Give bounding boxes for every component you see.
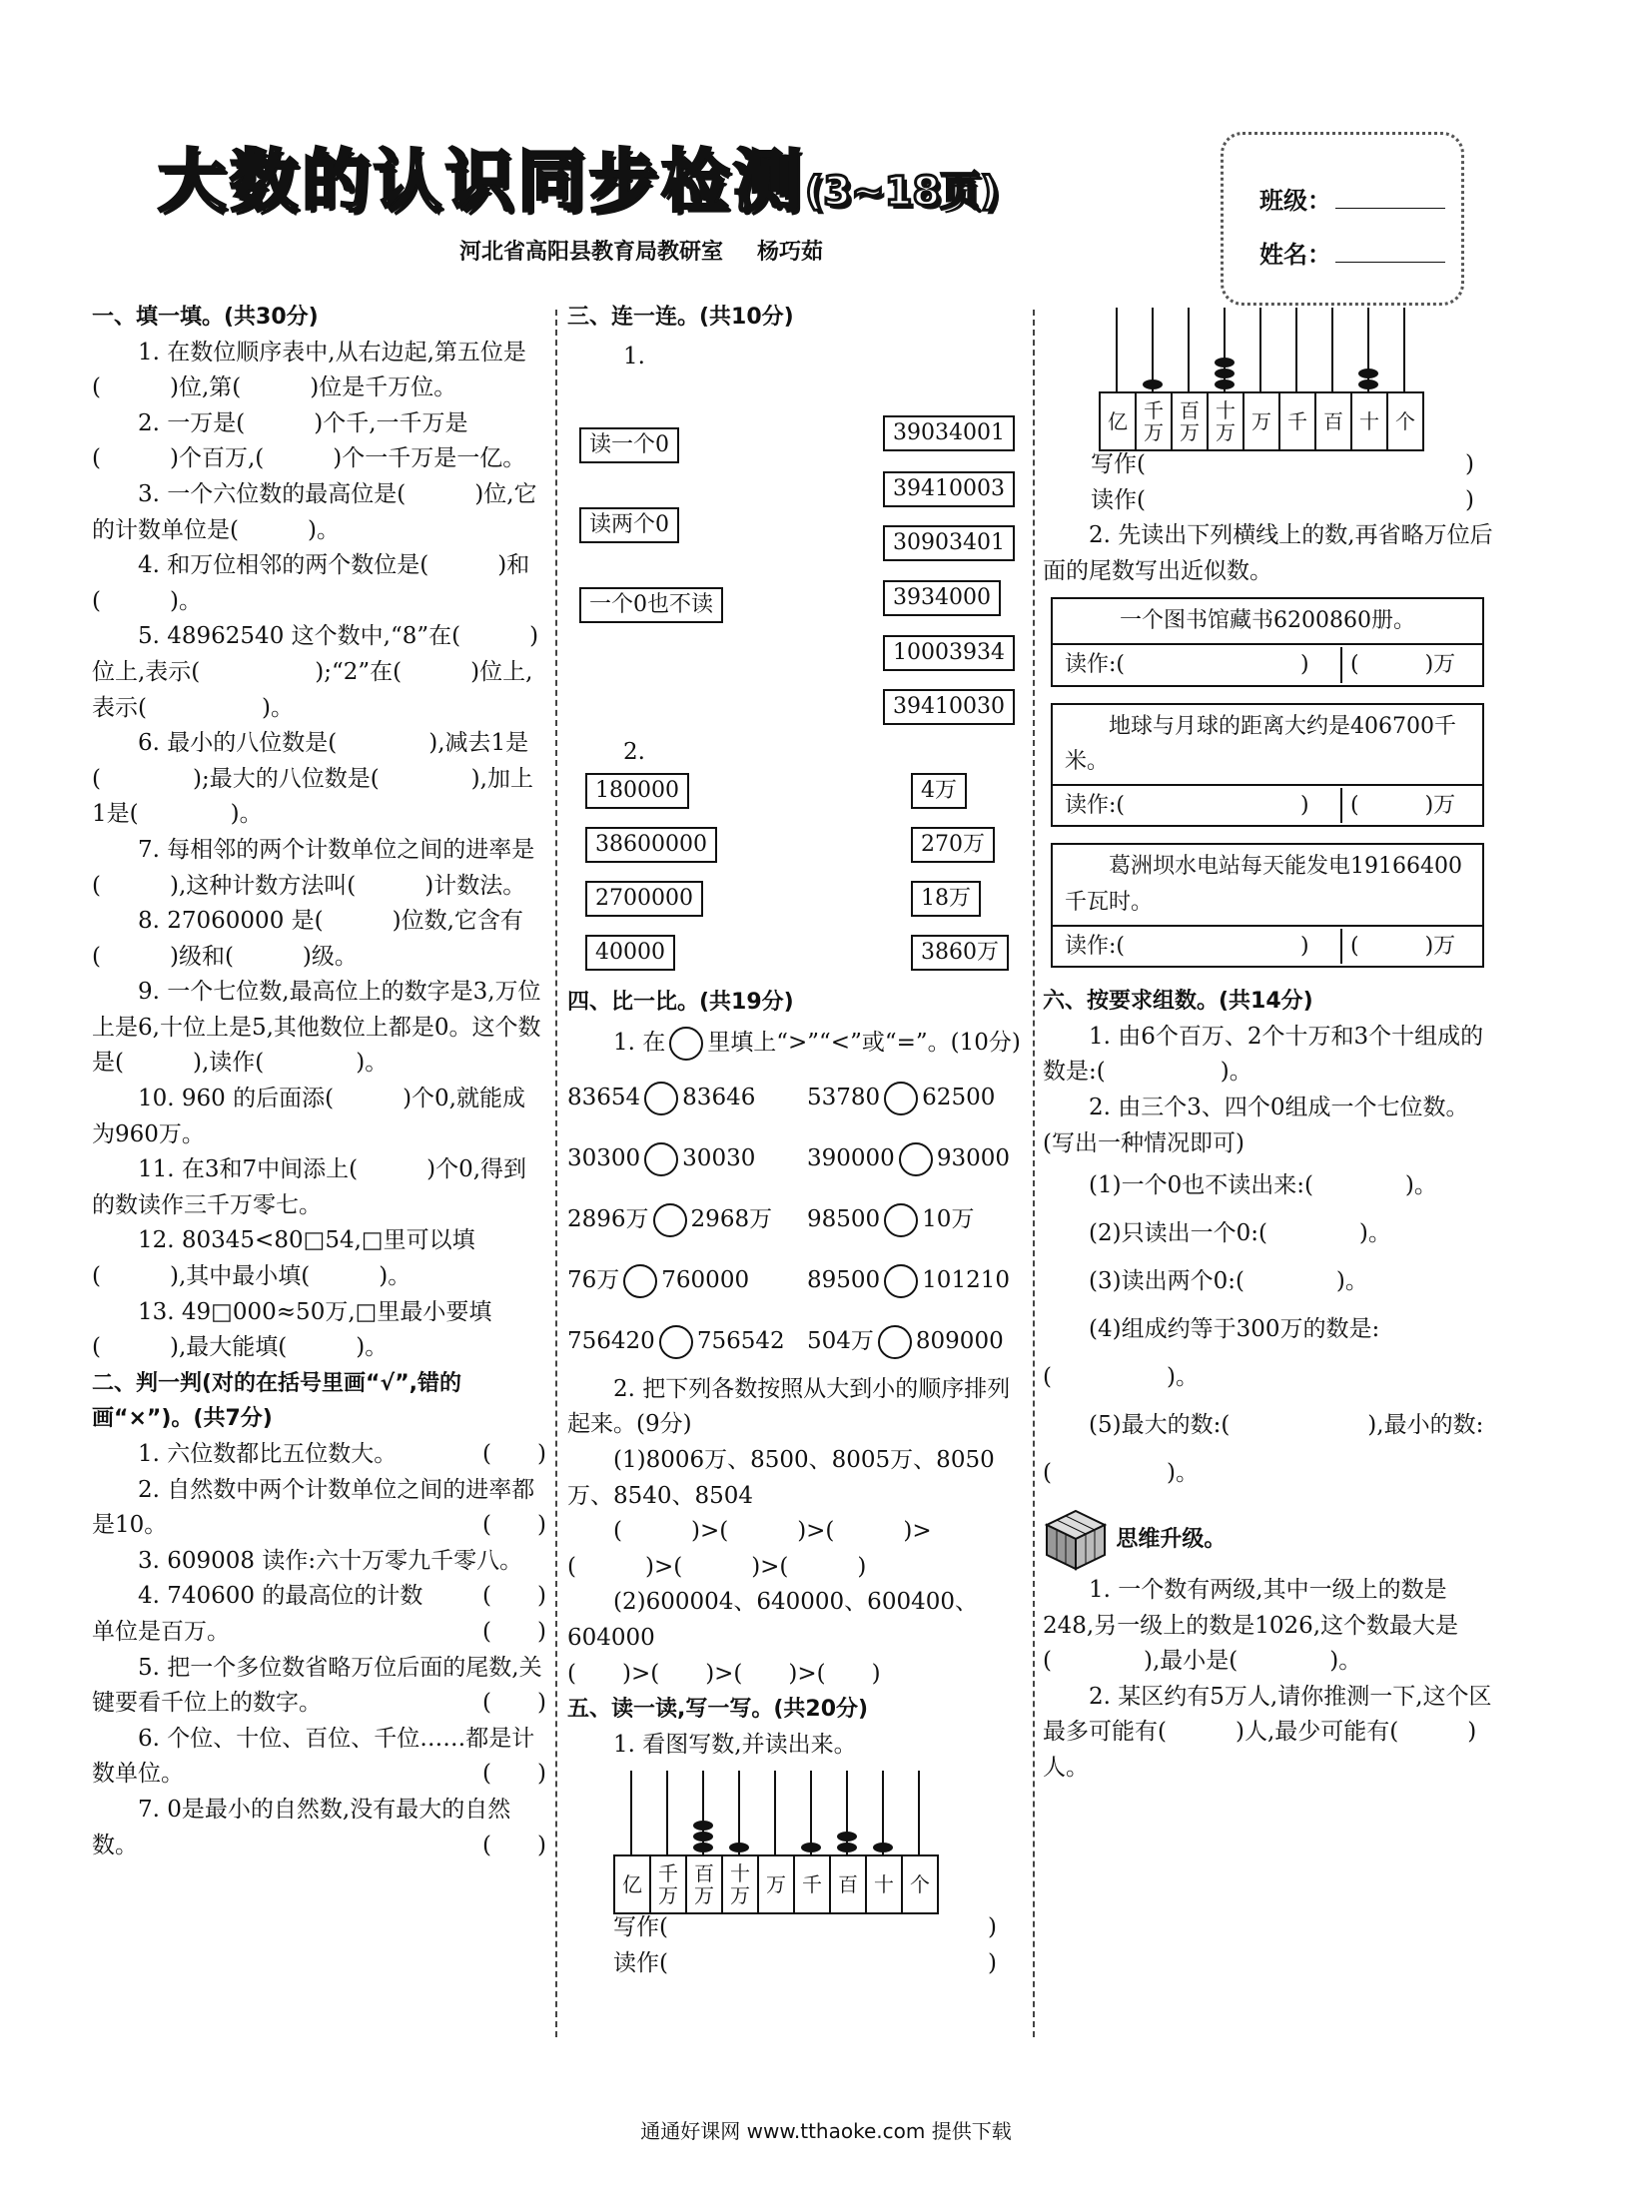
match-left-item[interactable]: 40000 (585, 935, 675, 971)
author-line (459, 235, 857, 266)
abacus-figure (1099, 308, 1463, 447)
match-right-item[interactable]: 39410003 (883, 471, 1015, 507)
match-area-2 (567, 695, 1027, 965)
place-label: 十 (867, 1856, 903, 1912)
read-answer[interactable]: 读作:( ) (1065, 788, 1342, 824)
compare-circle[interactable] (884, 1264, 918, 1298)
abacus-rod (666, 1771, 668, 1854)
answer-paren[interactable]: ( ) (482, 1618, 546, 1645)
match-right-item[interactable]: 39034001 (883, 415, 1015, 451)
abacus-bead (693, 1843, 713, 1852)
read-line: 读作( ) (613, 1949, 997, 1976)
reading-box: 葛洲坝水电站每天能发电19166400千瓦时。 读作:( ) ( )万 (1051, 843, 1484, 968)
question: (1)8006万、8500、8005万、8050万、8540、8504 (567, 1446, 995, 1509)
section-heading: 六、按要求组数。(共14分) (1043, 989, 1313, 1015)
class-field[interactable] (1335, 208, 1445, 209)
place-label: 千 万 (1137, 393, 1173, 449)
read-answer[interactable]: 读作:( ) (1065, 929, 1342, 965)
place-label: 十 (1352, 393, 1388, 449)
question: (2)600004、640000、600400、604000 (567, 1589, 978, 1651)
match-number: 1. (623, 343, 645, 369)
compare-circle[interactable] (653, 1203, 687, 1237)
read-line: 读作( ) (1091, 486, 1474, 513)
answer-paren[interactable]: ( ) (482, 1441, 546, 1467)
compare-instruction: 1. 在 里填上“>”“<”或“=”。(10分) (567, 1026, 1027, 1062)
rubiks-cube-icon (1043, 1507, 1109, 1573)
judge-item: 2. 自然数中两个计数单位之间的进率都是10。 ( ) (92, 1473, 546, 1544)
question: 2. 一万是( )个千,一千万是( )个百万,( )个一千万是一亿。 (92, 409, 526, 472)
place-label: 万 (759, 1856, 795, 1912)
match-area-1 (567, 336, 1027, 695)
compare-circle-icon (669, 1027, 703, 1061)
abacus-bead (1358, 369, 1378, 378)
question: 7. 每相邻的两个计数单位之间的进率是( ),这种计数方法叫( )计数法。 (92, 836, 535, 899)
author-name: 杨巧茹 (757, 239, 824, 265)
abacus-rod (1259, 308, 1261, 391)
match-left-item[interactable]: 读两个0 (579, 507, 679, 543)
question: 2. 某区约有5万人,请你推测一下,这个区最多可能有( )人,最少可能有( )人。 (1043, 1683, 1492, 1782)
match-left-item[interactable]: 38600000 (585, 827, 717, 863)
abacus-rod (630, 1771, 632, 1854)
place-label: 百 (831, 1856, 867, 1912)
page-title: 大数的认识同步检测(3~18页) (158, 143, 999, 222)
place-label: 十 万 (723, 1856, 759, 1912)
question: 2. 先读出下列横线上的数,再省略万位后面的尾数写出近似数。 (1043, 522, 1493, 584)
abacus-rod (1295, 308, 1297, 391)
compare-row: 83654 83646 53780 62500 (567, 1068, 1027, 1128)
compare-row: 2896万 2968万 98500 10万 (567, 1189, 1027, 1250)
abacus-bead (693, 1821, 713, 1831)
match-right-item[interactable]: 270万 (911, 827, 995, 863)
place-label: 个 (910, 1872, 930, 1897)
name-field[interactable] (1335, 262, 1445, 263)
compare-row: 756420 756542 504万 809000 (567, 1311, 1027, 1372)
compare-circle[interactable] (623, 1264, 657, 1298)
institution: 河北省高阳县教育局教研室 (459, 239, 724, 265)
place-label: 百 万 (687, 1856, 723, 1912)
page-range: (3~18页) (805, 169, 999, 215)
answer-line[interactable]: ( )>( )>( ) (567, 1553, 867, 1580)
column-3 (1043, 308, 1494, 1787)
section-heading: 二、判一判(对的在括号里画“√”,错的画“×”)。(共7分) (92, 1370, 462, 1432)
answer-paren[interactable]: ( ) (482, 1690, 546, 1717)
approx-answer[interactable]: ( )万 (1350, 792, 1456, 818)
abacus-bead (837, 1832, 857, 1842)
question: 1. 一个数有两级,其中一级上的数是248,另一级上的数是1026,这个数最大是( ),最小是( )。 (1043, 1577, 1459, 1675)
answer-paren[interactable]: ( ) (482, 1583, 546, 1610)
judge-item: 4. 740600 的最高位的计数单位是百万。 ( ) (92, 1579, 546, 1650)
question: 8. 27060000 是( )位数,它含有( )级和( )级。 (92, 908, 523, 970)
place-label: 千 万 (651, 1856, 687, 1912)
compare-circle[interactable] (884, 1203, 918, 1237)
question: (3)读出两个0:( )。 (1089, 1268, 1368, 1295)
judge-item: 5. 把一个多位数省略万位后面的尾数,关键要看千位上的数字。 ( ) (92, 1651, 546, 1722)
question: 12. 80345<80□54,□里可以填( ),其中最小填( )。 (92, 1227, 475, 1290)
place-label: 亿 (1101, 393, 1137, 449)
abacus-rod (918, 1771, 920, 1854)
abacus-bead (1215, 379, 1235, 389)
place-label: 个 (1395, 409, 1415, 433)
abacus-bead (1358, 379, 1378, 389)
question: (5)最大的数:( ),最小的数:( )。 (1043, 1412, 1484, 1487)
question: 9. 一个七位数,最高位上的数字是3,万位上是6,十位上是5,其他数位上都是0。这个数是( ),读作( )。 (92, 979, 541, 1077)
question: 4. 和万位相邻的两个数位是( )和( )。 (92, 552, 530, 614)
abacus-rod (1403, 308, 1405, 391)
answer-paren[interactable]: ( ) (482, 1761, 546, 1788)
column-divider (1033, 310, 1035, 2037)
match-left-item[interactable]: 一个0也不读 (579, 587, 723, 623)
abacus-rod (1188, 308, 1190, 391)
column-1 (92, 300, 546, 1863)
place-label: 百 (1316, 393, 1352, 449)
place-value-table (613, 1854, 939, 1914)
place-label: 千 (1280, 393, 1316, 449)
abacus-bead (729, 1843, 749, 1852)
match-right-item[interactable]: 39410030 (883, 689, 1015, 725)
question: 6. 最小的八位数是( ),减去1是( );最大的八位数是( ),加上1是( )。 (92, 730, 533, 828)
answer-paren[interactable]: ( ) (482, 1832, 546, 1858)
write-line: 写作( ) (613, 1914, 997, 1941)
match-left-item[interactable]: 读一个0 (579, 427, 679, 463)
judge-item: 6. 个位、十位、百位、千位……都是计数单位。 ( ) (92, 1722, 546, 1793)
judge-item: 7. 0是最小的自然数,没有最大的自然数。 ( ) (92, 1793, 546, 1863)
compare-circle[interactable] (884, 1082, 918, 1115)
name-box (1221, 132, 1464, 306)
reading-box: 地球与月球的距离大约是406700千米。 读作:( ) ( )万 (1051, 703, 1484, 828)
compare-circle[interactable] (659, 1325, 693, 1359)
answer-paren[interactable]: ( ) (482, 1512, 546, 1539)
footer: 通通好课网 www.tthaoke.com 提供下载 (640, 2119, 1012, 2143)
match-number: 2. (623, 738, 645, 765)
answer-line[interactable]: ( )>( )>( )> (613, 1518, 932, 1545)
question: 2. 把下列各数按照从大到小的顺序排列起来。(9分) (567, 1375, 1011, 1438)
name-label: 姓名： (1259, 240, 1331, 269)
compare-row: 76万 760000 89500 101210 (567, 1250, 1027, 1311)
answer-line[interactable]: ( )>( )>( )>( ) (567, 1660, 881, 1687)
place-label: 十 万 (1209, 393, 1244, 449)
place-label: 亿 (615, 1856, 651, 1912)
abacus-bead (1215, 358, 1235, 368)
class-label: 班级： (1259, 186, 1331, 215)
match-left-item[interactable]: 2700000 (585, 881, 703, 917)
abacus-bead (1143, 379, 1163, 389)
match-left-item[interactable]: 180000 (585, 773, 689, 809)
section-heading: 四、比一比。(共19分) (567, 989, 794, 1015)
section-heading: 三、连一连。(共10分) (567, 305, 794, 330)
question: 1. 看图写数,并读出来。 (613, 1731, 857, 1758)
read-answer[interactable]: 读作:( ) (1065, 647, 1342, 683)
question: 3. 一个六位数的最高位是( )位,它的计数单位是( )。 (92, 480, 537, 543)
compare-circle[interactable] (644, 1082, 678, 1115)
abacus-rod (1331, 308, 1333, 391)
question: 2. 由三个3、四个0组成一个七位数。(写出一种情况即可) (1043, 1094, 1469, 1156)
place-label: 千 (795, 1856, 831, 1912)
abacus-rod (1116, 308, 1118, 391)
question: 5. 48962540 这个数中,“8”在( )位上,表示( );“2”在( )位上,表示( )。 (92, 623, 539, 721)
abacus-bead (837, 1843, 857, 1852)
place-label: 万 (1244, 393, 1280, 449)
abacus-bead (801, 1843, 821, 1852)
judge-item: 1. 六位数都比五位数大。 ( ) (92, 1437, 546, 1473)
abacus-figure (613, 1771, 978, 1910)
compare-circle[interactable] (644, 1142, 678, 1176)
think-heading: 思维升级。 (1043, 1507, 1494, 1573)
compare-row: 30300 30030 390000 93000 (567, 1128, 1027, 1189)
match-right-item[interactable]: 3934000 (883, 580, 1001, 616)
reading-box: 一个图书馆藏书6200860册。 读作:( ) ( )万 (1051, 597, 1484, 686)
question: (4)组成约等于300万的数是:( )。 (1043, 1316, 1380, 1391)
match-right-item[interactable]: 10003934 (883, 635, 1015, 671)
place-label: 百 万 (1173, 393, 1209, 449)
match-right-item[interactable]: 4万 (911, 773, 967, 809)
question: (2)只读出一个0:( )。 (1089, 1220, 1391, 1247)
abacus-bead (873, 1843, 893, 1852)
judge-item: 3. 609008 读作:六十万零九千零八。 ( ) (92, 1544, 546, 1580)
compare-grid (567, 1068, 1027, 1372)
section-heading: 五、读一读,写一写。(共20分) (567, 1697, 869, 1723)
match-right-item[interactable]: 30903401 (883, 525, 1015, 561)
write-line: 写作( ) (1091, 451, 1474, 477)
abacus-rod (774, 1771, 776, 1854)
compare-circle[interactable] (878, 1325, 912, 1359)
question: 1. 在数位顺序表中,从右边起,第五位是( )位,第( )位是千万位。 (92, 339, 526, 401)
section-heading: 一、填一填。(共30分) (92, 305, 319, 330)
question: 13. 49□000≈50万,□里最小要填( ),最大能填( )。 (92, 1298, 492, 1361)
question: (1)一个0也不读出来:( )。 (1089, 1172, 1437, 1199)
question: 1. 由6个百万、2个十万和3个十组成的数是:( )。 (1043, 1023, 1484, 1086)
column-divider (555, 310, 557, 2037)
match-right-item[interactable]: 3860万 (911, 935, 1009, 971)
abacus-bead (693, 1832, 713, 1842)
place-value-table (1099, 391, 1424, 451)
match-right-item[interactable]: 18万 (911, 881, 981, 917)
approx-answer[interactable]: ( )万 (1350, 651, 1456, 677)
question: 10. 960 的后面添( )个0,就能成为960万。 (92, 1086, 525, 1147)
approx-answer[interactable]: ( )万 (1350, 933, 1456, 959)
question: 11. 在3和7中间添上( )个0,得到的数读作三千万零七。 (92, 1156, 527, 1218)
compare-circle[interactable] (899, 1142, 933, 1176)
column-2 (567, 300, 1027, 1982)
abacus-bead (1215, 369, 1235, 378)
